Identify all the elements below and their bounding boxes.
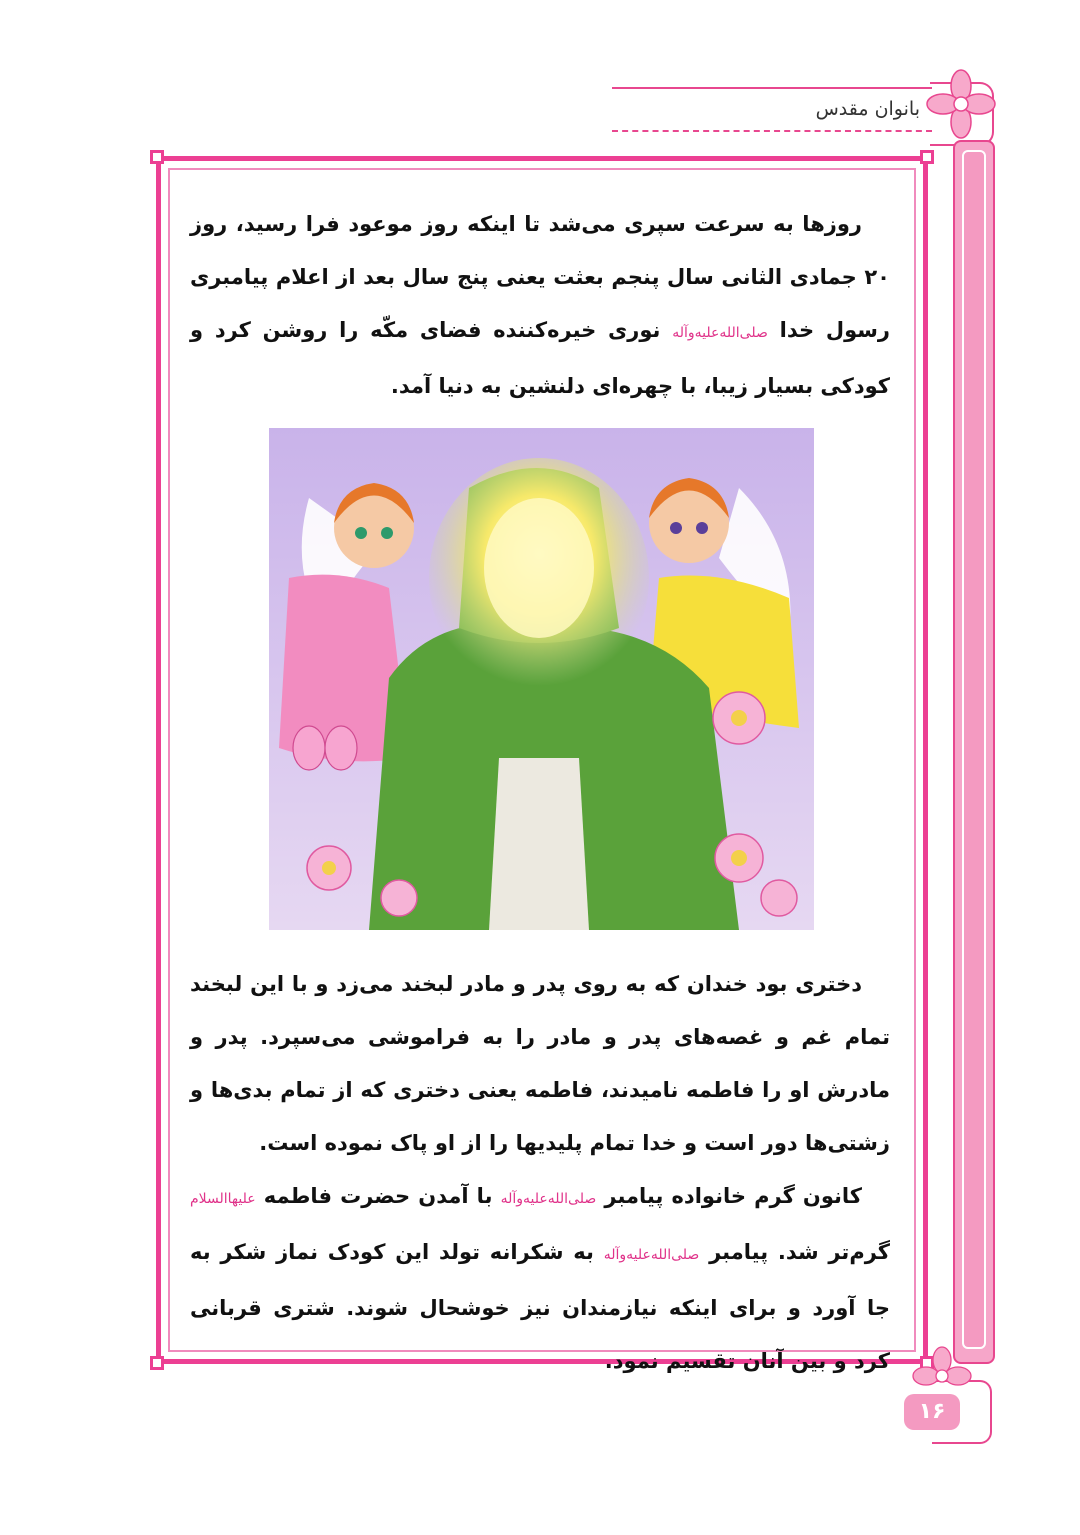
honorific-mark: صلی‌الله‌علیه‌وآله	[603, 1247, 700, 1263]
body-paragraph	[190, 198, 890, 413]
page-number: ۱۶	[904, 1394, 960, 1430]
header-rule	[612, 87, 932, 89]
flower-ornament-icon	[925, 68, 997, 140]
frame-corner	[920, 150, 934, 164]
birth-illustration	[269, 428, 814, 930]
paragraph-text: کانون گرم خانواده پیامبر	[604, 1184, 863, 1208]
paragraph-text: با آمدن حضرت فاطمه	[263, 1184, 493, 1208]
paragraph-text: روزها به سرعت سپری می‌شد تا اینکه روز موعود فرا رسید، روز ۲۰ جمادی الثانی سال پنجم بعثت یعنی پنج سال بعد از اعلام پیامبری رسول خدا	[190, 212, 891, 342]
honorific-mark: علیهاالسلام	[190, 1191, 256, 1207]
body-paragraph	[190, 1170, 890, 1388]
running-header-title: بانوان مقدس	[815, 98, 920, 120]
paragraph-text: به شکرانه تولد این کودک نماز شکر به جا آورد و برای اینکه نیازمندان نیز خوشحال شوند. شتری قربانی کرد و بین آنان تقسیم نمود.	[190, 1240, 890, 1373]
honorific-mark: صلی‌الله‌علیه‌وآله	[672, 325, 768, 341]
frame-corner	[150, 150, 164, 164]
side-decorative-strip-inner	[962, 150, 986, 1349]
frame-corner	[150, 1356, 164, 1370]
paragraph-text: گرم‌تر شد. پیامبر	[709, 1240, 890, 1264]
body-paragraph: دختری بود خندان که به روی پدر و مادر لبخند می‌زد و با این لبخند تمام غم و غصه‌های پدر و مادر را به فراموشی می‌سپرد. پدر و مادرش او را فاطمه نامیدند، فاطمه یعنی دختری که از تمام بدی‌ها و زشتی‌ها دور است و خدا تمام پلیدیها را از او پاک نموده است.	[190, 972, 890, 1155]
honorific-mark: صلی‌الله‌علیه‌وآله	[500, 1191, 597, 1207]
paragraph-text: نوری خیره‌کننده فضای مکّه را روشن کرد و کودکی بسیار زیبا، با چهره‌ای دلنشین به دنیا آمد.	[190, 318, 890, 398]
header-dashed-rule	[612, 130, 932, 132]
